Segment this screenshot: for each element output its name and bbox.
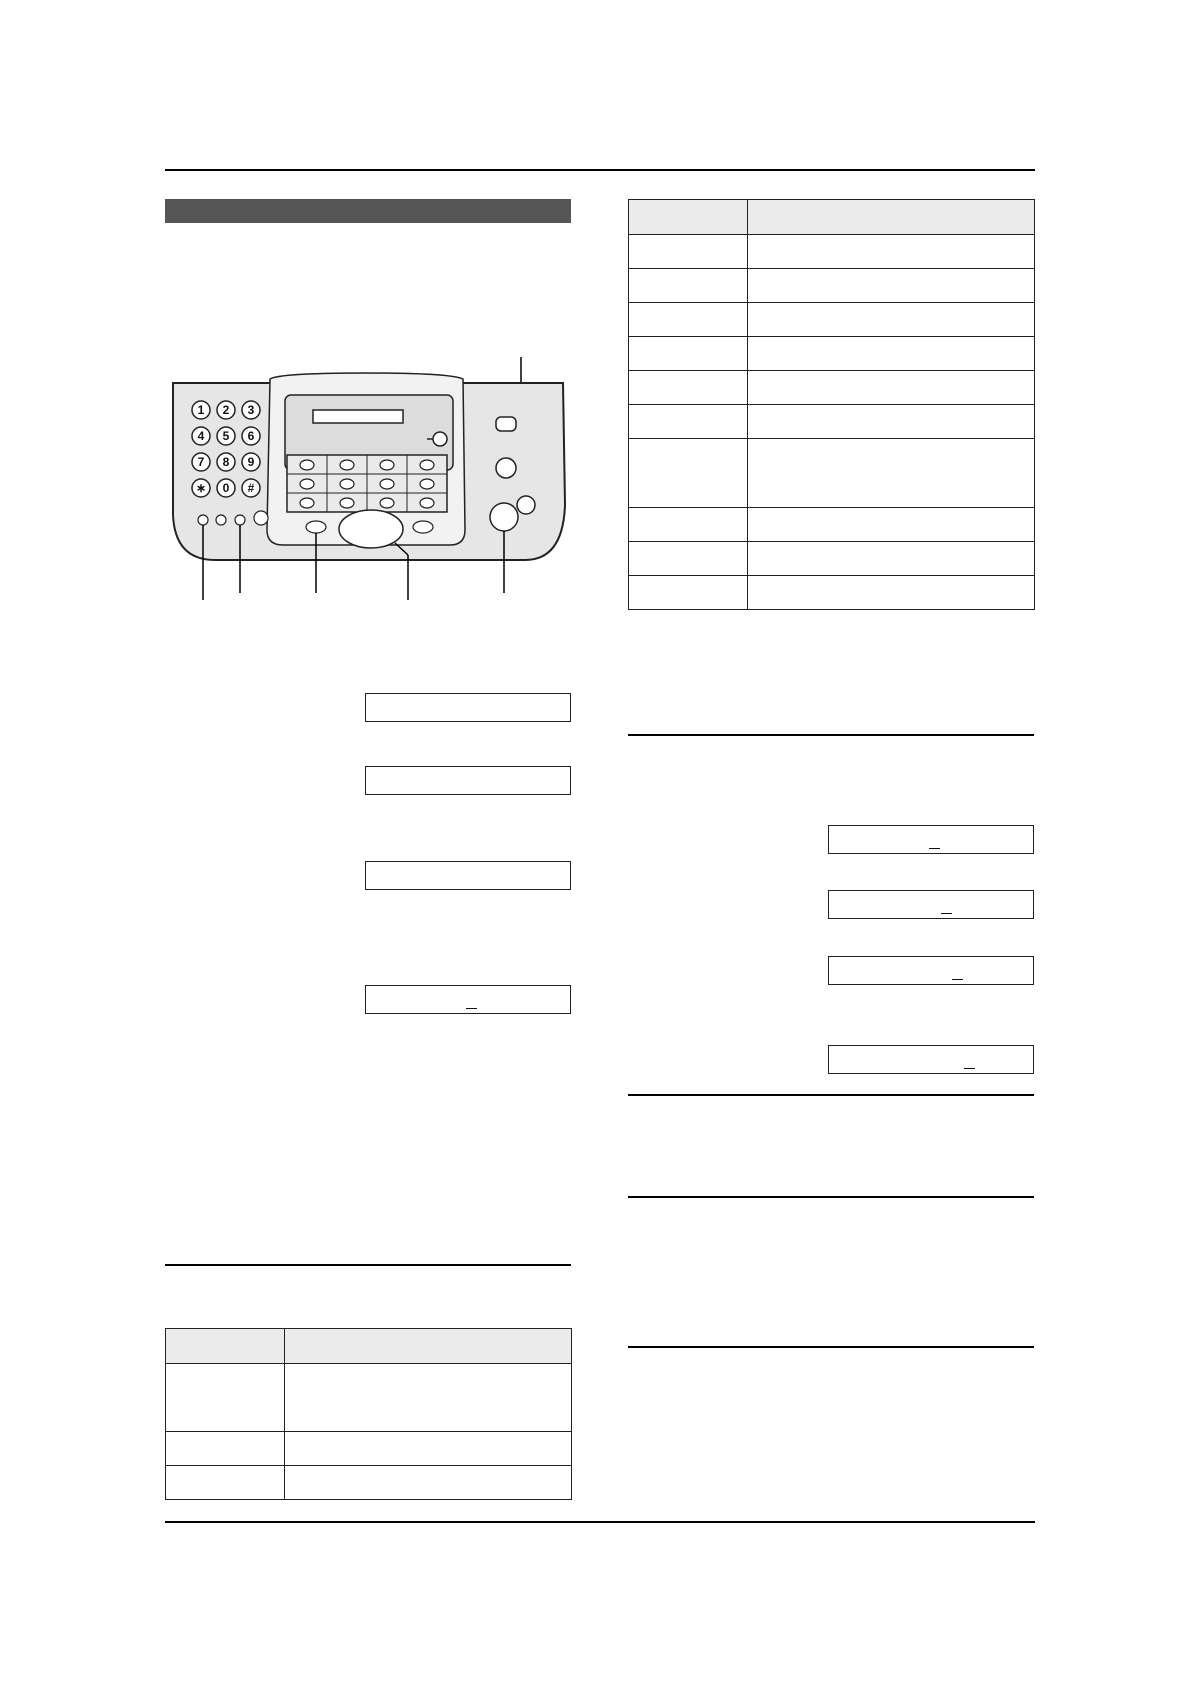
left-table-header-cell	[166, 1329, 285, 1364]
table-row	[629, 439, 1035, 508]
table-cell	[285, 1466, 572, 1500]
top-rule	[165, 169, 1035, 171]
right-section-divider-2	[628, 1094, 1034, 1096]
section-header-bar	[165, 199, 571, 223]
right-section-divider-4	[628, 1346, 1034, 1348]
right-table-header-cell	[629, 200, 748, 235]
table-cell	[748, 337, 1035, 371]
table-cell	[748, 235, 1035, 269]
table-row	[629, 371, 1035, 405]
lcd-display-3	[365, 861, 571, 890]
table-cell	[629, 405, 748, 439]
lcd-display-7	[828, 956, 1034, 985]
lcd-cursor	[941, 913, 952, 915]
table-cell	[166, 1466, 285, 1500]
table-row	[166, 1364, 572, 1432]
table-row	[629, 405, 1035, 439]
table-cell	[629, 508, 748, 542]
table-cell	[748, 371, 1035, 405]
key-1: 1	[197, 403, 205, 417]
key-5: 5	[222, 429, 230, 443]
key-0: 0	[222, 481, 230, 495]
left-table-header	[166, 1329, 572, 1364]
table-row	[629, 303, 1035, 337]
left-table-header-cell	[285, 1329, 572, 1364]
table-cell	[748, 269, 1035, 303]
table-cell	[748, 542, 1035, 576]
key-2: 2	[222, 403, 230, 417]
table-cell	[166, 1364, 285, 1432]
table-row	[629, 576, 1035, 610]
key-3: 3	[247, 403, 255, 417]
right-section-divider-3	[628, 1196, 1034, 1198]
table-row	[166, 1432, 572, 1466]
key-7: 7	[197, 455, 205, 469]
key-star: ∗	[195, 481, 207, 495]
left-table	[165, 1328, 572, 1500]
fax-control-panel-illustration	[165, 355, 575, 615]
table-cell	[748, 508, 1035, 542]
lcd-display-2	[365, 766, 571, 795]
lcd-cursor	[929, 848, 940, 850]
lcd-display-6	[828, 890, 1034, 919]
table-row	[166, 1466, 572, 1500]
key-hash: #	[247, 481, 255, 495]
table-cell	[166, 1432, 285, 1466]
table-row	[629, 542, 1035, 576]
left-section-divider	[165, 1264, 571, 1266]
table-cell	[629, 337, 748, 371]
key-6: 6	[247, 429, 255, 443]
table-cell	[748, 405, 1035, 439]
table-cell	[629, 542, 748, 576]
table-cell	[285, 1432, 572, 1466]
lcd-display-1	[365, 693, 571, 722]
right-table	[628, 199, 1035, 610]
table-row	[629, 508, 1035, 542]
table-cell	[629, 235, 748, 269]
table-cell	[285, 1364, 572, 1432]
right-table-header-cell	[748, 200, 1035, 235]
lcd-cursor	[964, 1068, 975, 1070]
table-cell	[748, 439, 1035, 508]
bottom-rule	[165, 1521, 1035, 1523]
key-9: 9	[247, 455, 255, 469]
table-cell	[629, 439, 748, 508]
lcd-display-8	[828, 1045, 1034, 1074]
lcd-display-4	[365, 985, 571, 1014]
table-row	[629, 269, 1035, 303]
right-table-header	[629, 200, 1035, 235]
table-row	[629, 235, 1035, 269]
right-section-divider-1	[628, 734, 1034, 736]
table-row	[629, 337, 1035, 371]
table-cell	[629, 269, 748, 303]
lcd-cursor	[952, 979, 963, 981]
lcd-cursor	[466, 1008, 477, 1010]
lcd-display-5	[828, 825, 1034, 854]
table-cell	[748, 303, 1035, 337]
key-8: 8	[222, 455, 230, 469]
table-cell	[629, 303, 748, 337]
table-cell	[748, 576, 1035, 610]
table-cell	[629, 576, 748, 610]
table-cell	[629, 371, 748, 405]
key-4: 4	[197, 429, 205, 443]
